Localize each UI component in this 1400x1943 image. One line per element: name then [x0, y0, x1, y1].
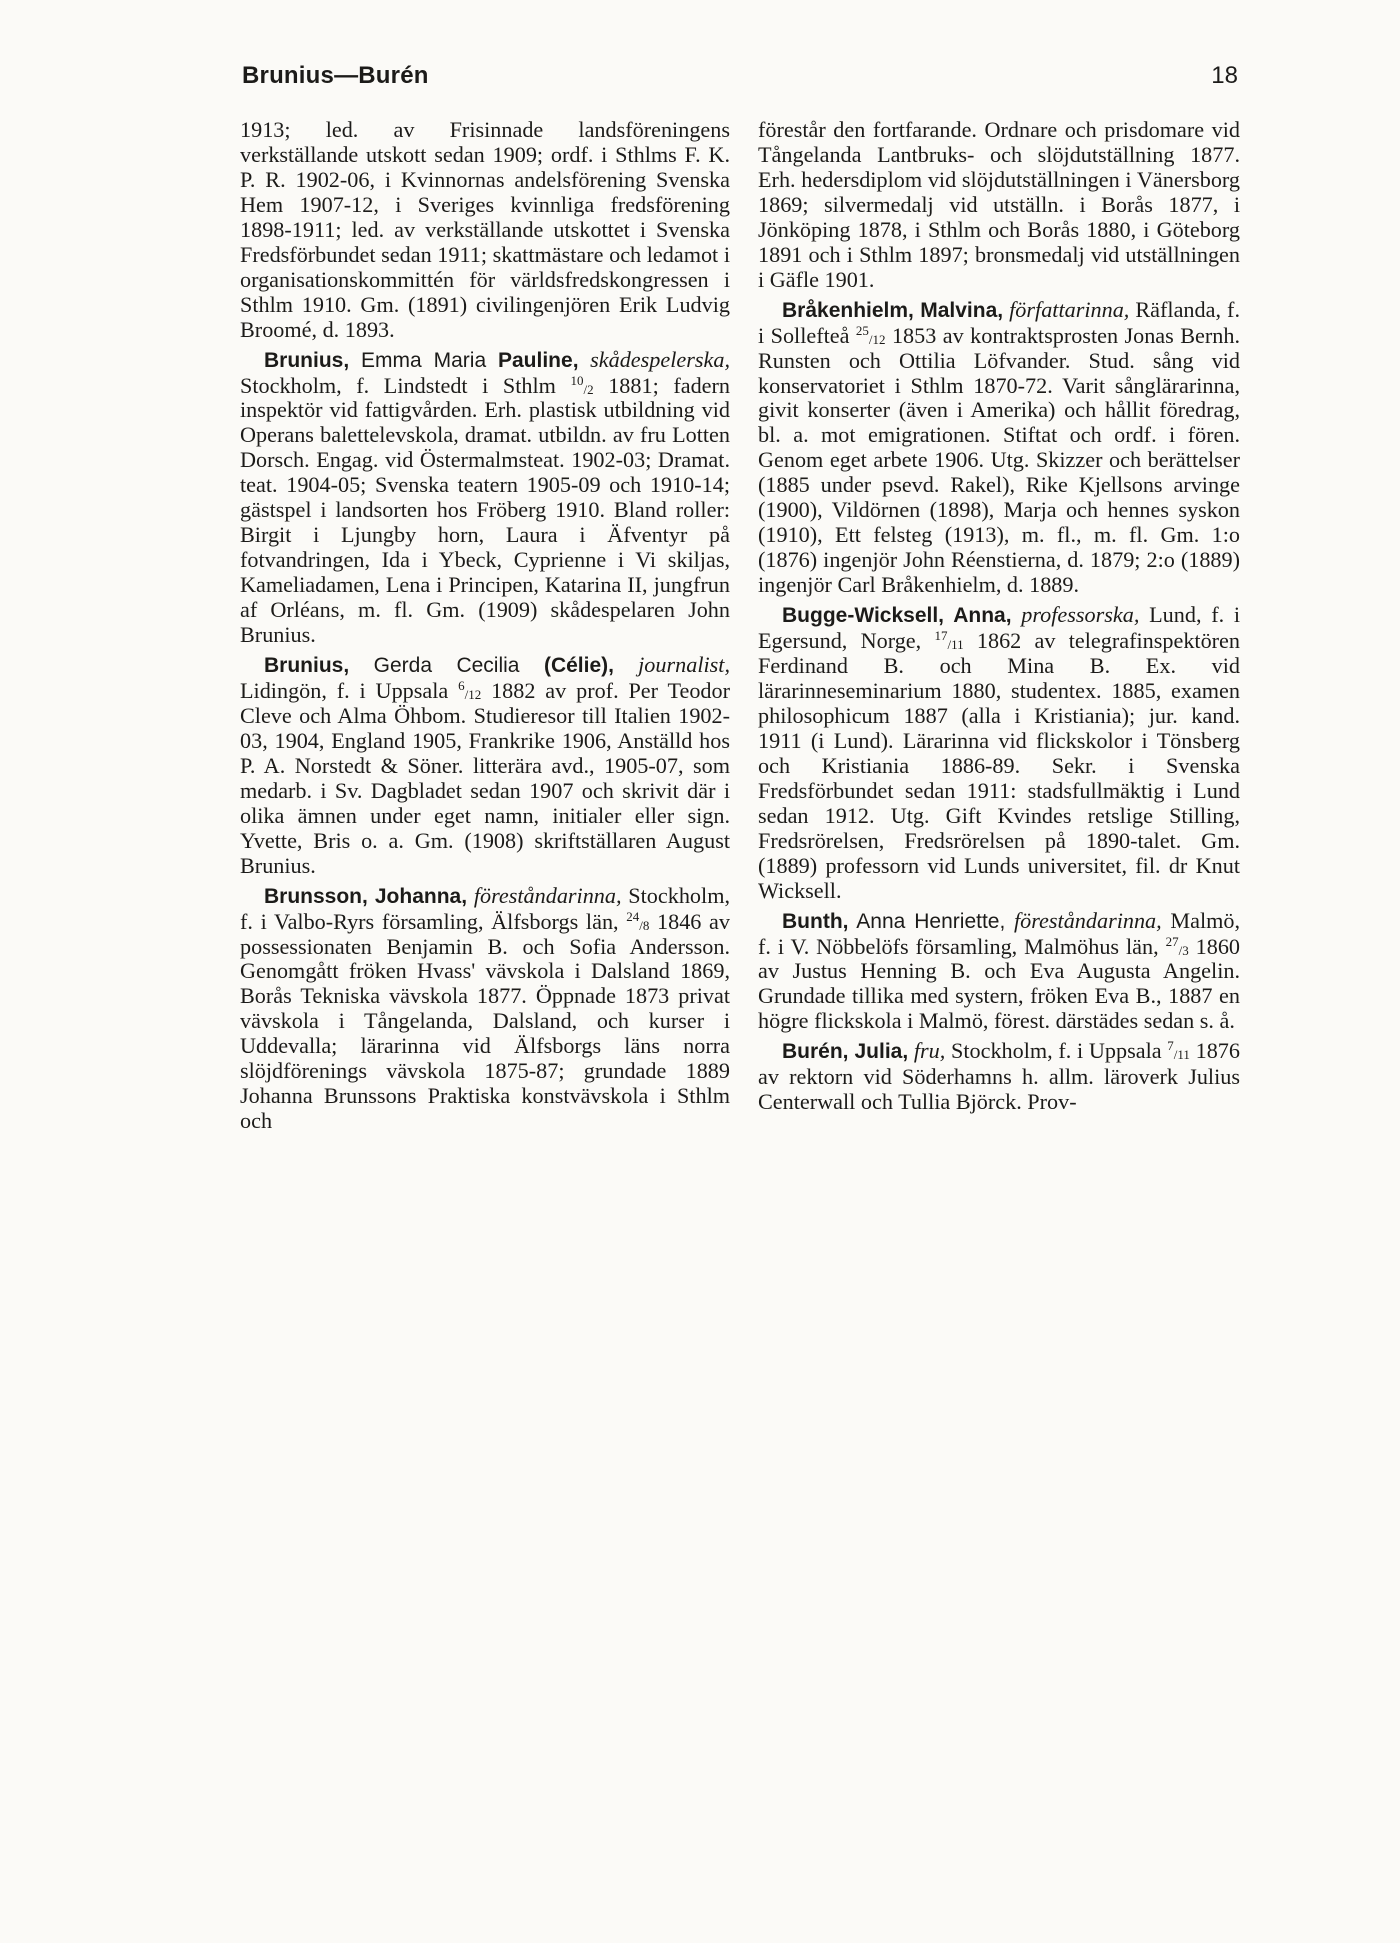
entry-occupation: skådespelerska, [590, 346, 730, 372]
entry-brunsson-johanna [240, 884, 730, 1135]
entry-occupation: författarinna, [1003, 296, 1130, 322]
entry-called-name: Julia, [848, 1040, 909, 1064]
entry-occupation: professorska, [1011, 602, 1140, 628]
birth-day: 17 [934, 628, 948, 644]
birth-month: /12 [868, 331, 886, 347]
entry-brunius-celie [240, 653, 730, 879]
entry-text-lead: Lund, f. i Egersund, Norge, [758, 602, 1240, 654]
birth-day: 10 [570, 372, 584, 388]
entry-surname: Bunth, [782, 909, 849, 933]
running-header [242, 62, 1238, 98]
birth-month: /11 [1173, 1047, 1190, 1063]
birth-month: /2 [583, 381, 594, 397]
entry-occupation: journalist, [613, 652, 730, 678]
entry-text-lead: Malmö, f. i V. Nöbbelöfs församling, Malmöhus län, [758, 907, 1241, 959]
birth-month: /11 [947, 637, 964, 653]
entry-text-lead: Räflanda, f. i Sollefteå [758, 296, 1240, 348]
entry-called-name: Anna, [944, 604, 1012, 628]
entry-text: 1881; fadern inspektör vid fattigvården. Erh. plastisk utbildning vid Operans balettelevskola, dramat. utbildn. av fru Lotten Dorsch. Engag. vid Östermalmsteat. 1902-03; Dramat. teat. 1904-05; Svenska teatern 1905-09 och 1910-14; gästspel i landsorten hos Fröberg 1910. Bland roller: Birgit i Ljungby horn, Laura i Äfventyr på fotvandringen, Ida i Ybeck, Cyprienne i Vi skiljas, Kameliadamen, Lena i Principen, Katarina II, jungfrun af Orléans, m. fl. Gm. (1909) skådespelaren John Brunius. [240, 372, 730, 648]
entry-surname: Bugge-Wicksell, [782, 604, 945, 628]
birth-day: 7 [1167, 1038, 1174, 1054]
page-number: 18 [1211, 62, 1238, 89]
birth-day: 24 [626, 908, 640, 924]
left-column [240, 118, 730, 1134]
entry-surname: Brunius, [264, 654, 350, 678]
entry-text: 1882 av prof. Per Teodor Cleve och Alma Öhbom. Studieresor till Italien 1902-03, 1904, England 1905, Frankrike 1906, Anställd hos P. A. Norstedt & Söner. litterära avd., 1905-07, som medarb. i Sv. Dagbladet sedan 1907 och skrivit där i olika ämnen under eget namn, initialer eller sign. Yvette, Bris o. a. Gm. (1908) skriftställaren August Brunius. [240, 677, 731, 878]
entry-occupation: fru, [908, 1038, 946, 1064]
continued-entry-text: 1913; led. av Frisinnade landsföreningens verkställande utskott sedan 1909; ordf. i Sthlms F. K. P. R. 1902-06, i Kvinnornas andelsförening Svenska Hem 1907-12, i Sveriges kvinnliga fredsförening 1898-1911; led. av verkställande utskottet i Svenska Fredsförbundet sedan 1911; skattmästare och ledamot i organisationskommittén för världsfredskongressen i Sthlm 1910. Gm. (1891) civilingenjören Erik Ludvig Broomé, d. 1893. [240, 117, 730, 342]
birth-day: 25 [855, 322, 869, 338]
entry-text: 1876 av rektorn vid Söderhamns h. allm. läroverk Julius Centerwall och Tullia Björck. Prov- [758, 1038, 1240, 1115]
entry-given-names: Anna Henriette, [848, 909, 1006, 933]
entry-occupation: föreståndarinna, [467, 882, 622, 908]
birth-month: /12 [464, 686, 482, 702]
continued-entry-text: förestår den fortfarande. Ordnare och prisdomare vid Tångelanda Lantbruks- och slöjdutställning 1877. Erh. hedersdiplom vid slöjdutställningen i Vänersborg 1869; silvermedalj vid utställn. i Borås 1877, i Jönköping 1878, i Sthlm och Borås 1880, i Göteborg 1891 och i Sthlm 1897; bronsmedalj vid utställningen i Gäfle 1901. [758, 117, 1240, 292]
birth-month: /3 [1178, 942, 1189, 958]
birth-day: 6 [458, 677, 465, 693]
entry-surname: Brunsson, [264, 884, 368, 908]
entry-called-name: Malvina, [913, 298, 1004, 322]
entry-occupation: föreståndarinna, [1005, 907, 1162, 933]
entry-surname: Burén, [782, 1040, 849, 1064]
entry-text-lead: Stockholm, f. Lindstedt i Sthlm [240, 372, 571, 398]
entry-text: 1860 av Justus Henning B. och Eva Augusta Angelin. Grundade tillika med systern, fröken Eva B., 1887 en högre flickskola i Malmö, förest. därstädes sedan s. å. [758, 933, 1241, 1034]
entry-given-names: Emma Maria [349, 348, 498, 372]
entry-text: 1862 av telegrafinspektören Ferdinand B. och Mina B. Ex. vid lärarinneseminarium 1880, studentex. 1885, examen philosophicum 1887 (alla i Kristiania); jur. kand. 1911 (i Lund). Lärarinna vid flickskolor i Tönsberg och Kristiania 1886-89. Sekr. i Svenska Fredsförbundet sedan 1911: stadsfullmäktig i Lund sedan 1912. Utg. Gift Kvindes retslige Stilling, Fredsrörelsen, Fredsrörelsen på 1890-talet. Gm. (1889) professorn vid Lunds universitet, fil. dr Knut Wicksell. [758, 628, 1240, 903]
entry-surname: Bråkenhielm, [782, 298, 914, 322]
entry-brakenhielm-malvina [758, 298, 1240, 598]
entry-text: 1846 av possessionaten Benjamin B. och Sofia Andersson. Genomgått fröken Hvass' vävskola i Dalsland 1869, Borås Tekniska vävskola 1877. Öppnade 1873 privat vävskola i Tångelanda, Dalsland, och kurser i Uddevalla; lärarinna vid Älfsborgs läns norra slöjdförenings vävskola 1875-87; grundade 1889 Johanna Brunssons Praktiska konstvävskola i Sthlm och [240, 908, 730, 1134]
right-column [758, 118, 1240, 1115]
entry-buren-julia [758, 1039, 1240, 1115]
entry-bunth-anna [758, 909, 1240, 1035]
entry-text-lead: Stockholm, f. i Valbo-Ryrs församling, Älfsborgs län, [240, 882, 730, 934]
running-title: Brunius—Burén [242, 62, 429, 89]
entry-given-names: Gerda Cecilia [349, 654, 544, 678]
entry-text: 1853 av kontraktsprosten Jonas Bernh. Runsten och Ottilia Löfvander. Stud. sång vid konservatoriet i Sthlm 1870-72. Varit sånglärarinna, givit konserter (även i Amerika) och hållit föredrag, bl. a. mot emigrationen. Stiftat och ordf. i fören. Genom eget arbete 1906. Utg. Skizzer och berättelser (1885 under psevd. Rakel), Rike Kjellsons arvinge (1900), Vildörnen (1898), Marja och hennes syskon (1910), Ett felsteg (1913), m. fl., m. fl. Gm. 1:o (1876) ingenjör John Réenstierna, d. 1879; 2:o (1889) ingenjör Carl Bråkenhielm, d. 1889. [758, 322, 1240, 598]
entry-bugge-wicksell-anna [758, 603, 1240, 903]
entry-called-name: (Célie), [543, 654, 614, 678]
entry-text-lead: Stockholm, f. i Uppsala [945, 1038, 1168, 1064]
entry-brunius-pauline [240, 348, 730, 648]
entry-called-name: Johanna, [367, 884, 468, 908]
birth-day: 27 [1165, 933, 1179, 949]
entry-surname: Brunius, [264, 348, 350, 372]
birth-month: /8 [639, 917, 650, 933]
entry-text-lead: Lidingön, f. i Uppsala [240, 677, 459, 703]
entry-called-name: Pauline, [498, 348, 579, 372]
